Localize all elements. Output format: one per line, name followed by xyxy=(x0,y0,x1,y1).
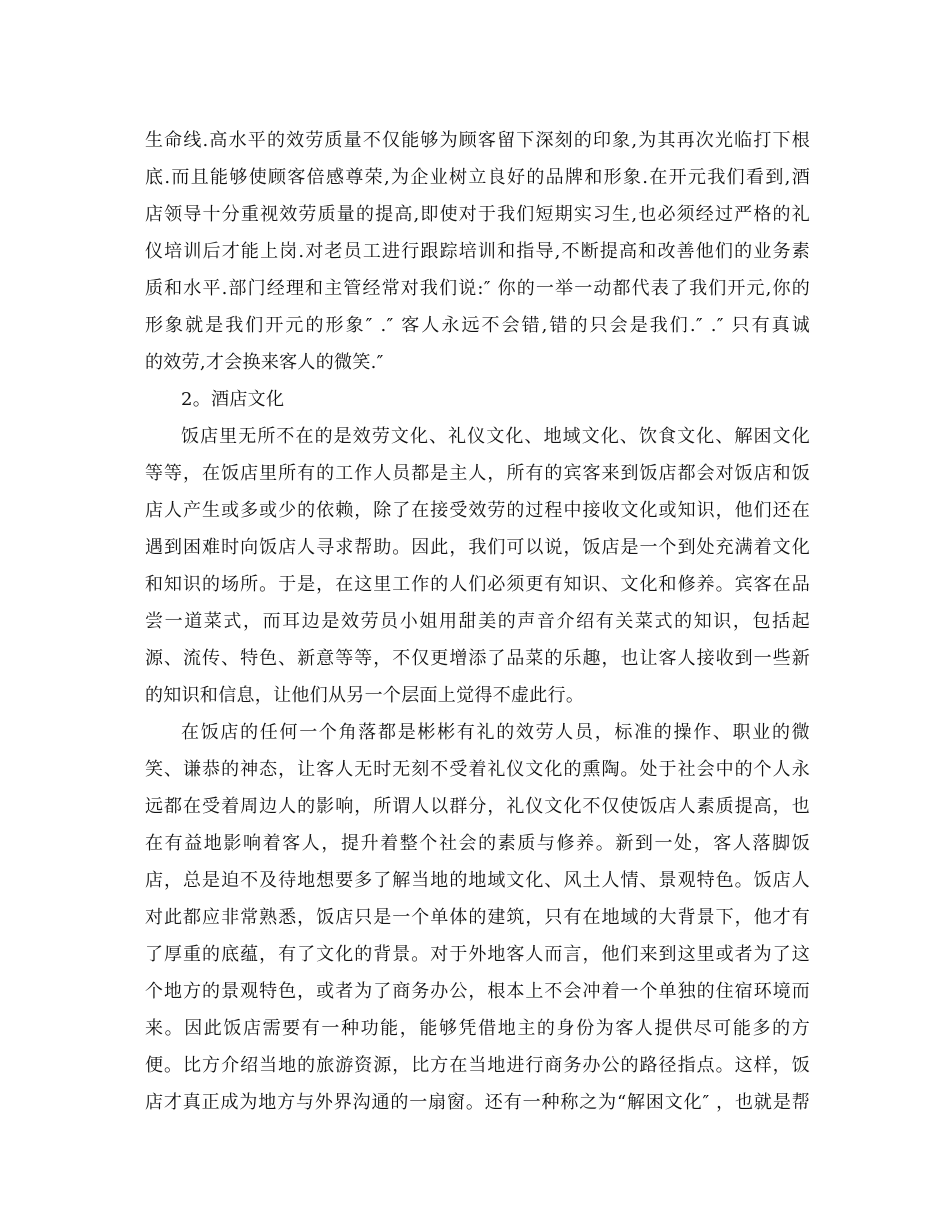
text-line: 个地方的景观特色，或者为了商务办公，根本上不会冲着一个单独的住宿环境而 xyxy=(145,981,810,1002)
text-line: 店领导十分重视效劳质量的提高,即使对于我们短期实习生,也必须经过严格的礼 xyxy=(145,204,810,225)
text-line: 的知识和信息，让他们从另一个层面上觉得不虚此行。 xyxy=(145,685,585,706)
text-line: 对此都应非常熟悉，饭店只是一个单体的建筑，只有在地域的大背景下，他才有 xyxy=(145,907,810,928)
text-line: 在饭店的任何一个角落都是彬彬有礼的效劳人员，标准的操作、职业的微 xyxy=(181,722,810,743)
body-text xyxy=(145,122,810,1121)
text-line: 店人产生或多或少的依赖，除了在接受效劳的过程中接收文化或知识，他们还在 xyxy=(145,500,810,521)
text-line: 质和水平.部门经理和主管经常对我们说:″ 你的一举一动都代表了我们开元,你的 xyxy=(145,278,810,299)
text-line: 底.而且能够使顾客倍感尊荣,为企业树立良好的品牌和形象.在开元我们看到,酒 xyxy=(145,167,810,188)
text-line: 遇到困难时向饭店人寻求帮助。因此，我们可以说，饭店是一个到处充满着文化 xyxy=(145,537,810,558)
text-line: 便。比方介绍当地的旅游资源，比方在当地进行商务办公的路径指点。这样，饭 xyxy=(145,1055,810,1076)
text-line: 了厚重的底蕴，有了文化的背景。对于外地客人而言，他们来到这里或者为了这 xyxy=(145,944,810,965)
text-line: 在有益地影响着客人，提升着整个社会的素质与修养。新到一处，客人落脚饭 xyxy=(145,833,810,854)
text-line: 笑、谦恭的神态，让客人无时无刻不受着礼仪文化的熏陶。处于社会中的个人永 xyxy=(145,759,810,780)
text-line: 形象就是我们开元的形象″ .″ 客人永远不会错,错的只会是我们.″ .″ 只有真诚 xyxy=(145,315,810,336)
text-line: 饭店里无所不在的是效劳文化、礼仪文化、地域文化、饮食文化、解困文化 xyxy=(181,426,810,447)
text-line: 尝一道菜式，而耳边是效劳员小姐用甜美的声音介绍有关菜式的知识，包括起 xyxy=(145,611,810,632)
text-line: 仪培训后才能上岗.对老员工进行跟踪培训和指导,不断提高和改善他们的业务素 xyxy=(145,241,810,262)
text-line: 和知识的场所。于是，在这里工作的人们必须更有知识、文化和修养。宾客在品 xyxy=(145,574,810,595)
text-line: 来。因此饭店需要有一种功能，能够凭借地主的身份为客人提供尽可能多的方 xyxy=(145,1018,810,1039)
text-line: 生命线.高水平的效劳质量不仅能够为顾客留下深刻的印象,为其再次光临打下根 xyxy=(145,130,810,151)
section-heading: 2。酒店文化 xyxy=(181,389,285,410)
text-line: 源、流传、特色、新意等等，不仅更增添了品菜的乐趣，也让客人接收到一些新 xyxy=(145,648,810,669)
text-line: 店，总是迫不及待地想要多了解当地的地域文化、风土人情、景观特色。饭店人 xyxy=(145,870,810,891)
text-line: 远都在受着周边人的影响，所谓人以群分，礼仪文化不仅使饭店人素质提高，也 xyxy=(145,796,810,817)
text-line: 等等，在饭店里所有的工作人员都是主人，所有的宾客来到饭店都会对饭店和饭 xyxy=(145,463,810,484)
text-line: 的效劳,才会换来客人的微笑.″ xyxy=(145,352,384,373)
text-line: 店才真正成为地方与外界沟通的一扇窗。还有一种称之为“解困文化″ ，也就是帮 xyxy=(145,1092,810,1113)
